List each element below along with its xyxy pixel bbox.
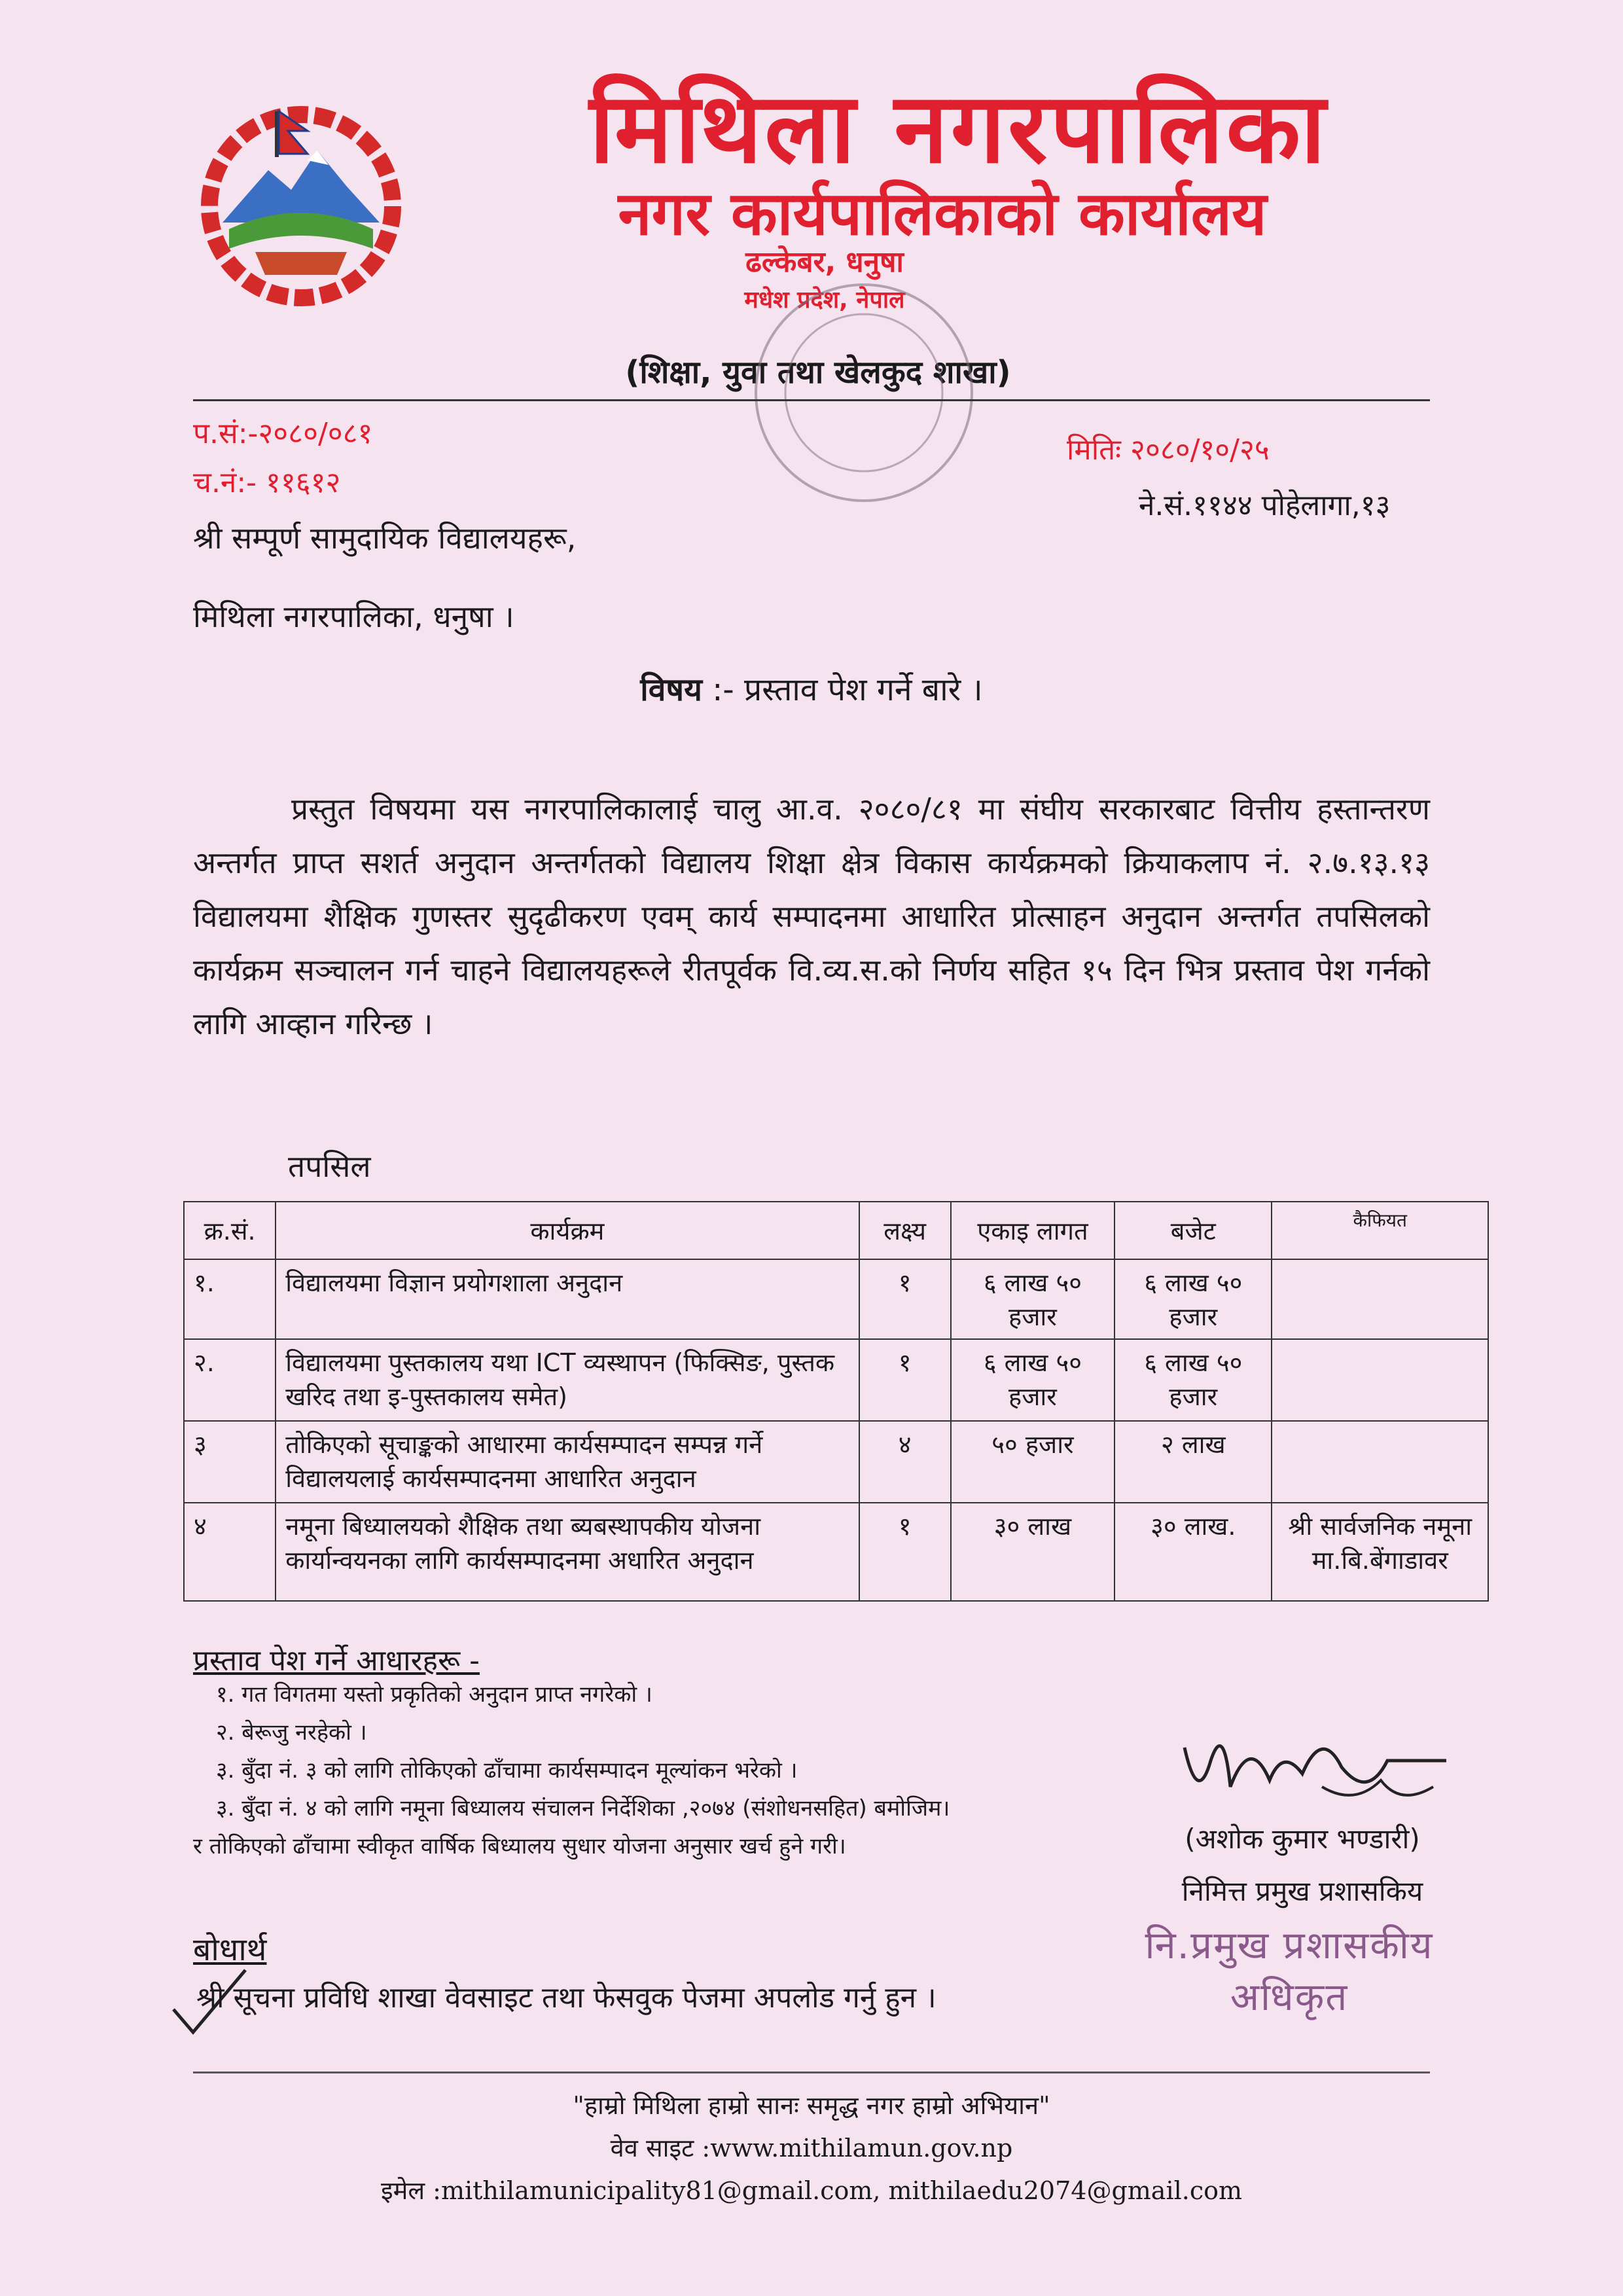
cell-remark — [1272, 1259, 1488, 1339]
addressee-line1: श्री सम्पूर्ण सामुदायिक विद्यालयहरू, — [193, 520, 577, 556]
program-table — [183, 1201, 1489, 1602]
cell-program: नमूना बिध्यालयको शैक्षिक तथा ब्यबस्थापकीय योजना कार्यान्वयनका लागि कार्यसम्पादनमा अधारित अनुदान — [276, 1503, 859, 1601]
footer-divider — [193, 2072, 1430, 2073]
subject-text: :- प्रस्ताव पेश गर्ने बारे । — [712, 672, 983, 708]
municipality-title: मिथिला नगरपालिका — [589, 72, 1329, 185]
cell-program: विद्यालयमा पुस्तकालय यथा ICT व्यस्थापन (फिक्सिङ, पुस्तक खरिद तथा इ-पुस्तकालय समेत) — [276, 1339, 859, 1421]
cell-unit-cost: ३० लाख — [951, 1503, 1115, 1601]
subject-line — [0, 668, 1623, 710]
nepal-emblem-icon — [177, 98, 425, 308]
footer-website: वेव साइट :www.mithilamun.gov.np — [610, 2134, 1013, 2162]
cell-sn: ३ — [184, 1421, 276, 1503]
col-header-budget: बजेट — [1115, 1202, 1272, 1259]
cell-target: १ — [859, 1339, 951, 1421]
letter-date: मितिः २०८०/१०/२५ — [1067, 433, 1270, 467]
list-item: ३. बुँदा नं. ४ को लागि नमूना बिध्यालय संचालन निर्देशिका ,२०७४ (संशोधनसहित) बमोजिम। — [216, 1795, 950, 1821]
header-divider — [193, 399, 1430, 401]
list-item: २. बेरूजु नरहेको । — [216, 1719, 367, 1746]
cell-target: १ — [859, 1503, 951, 1601]
cell-remark: श्री सार्वजनिक नमूना मा.बि.बेंगाडावर — [1272, 1503, 1488, 1601]
signature-icon — [1171, 1708, 1459, 1826]
office-seal-icon — [746, 275, 982, 511]
col-header-program: कार्यक्रम — [276, 1202, 859, 1259]
cell-budget: ६ लाख ५० हजार — [1115, 1259, 1272, 1339]
address-line2: मधेश प्रदेश, नेपाल — [744, 287, 905, 314]
cell-sn: ४ — [184, 1503, 276, 1601]
cell-program: तोकिएको सूचाङ्कको आधारमा कार्यसम्पादन सम्पन्न गर्ने विद्यालयलाई कार्यसम्पादनमा आधारित अनुदान — [276, 1421, 859, 1503]
footer-email: इमेल :mithilamunicipality81@gmail.com, mithilaedu2074@gmail.com — [380, 2176, 1243, 2205]
cell-budget: ६ लाख ५० हजार — [1115, 1339, 1272, 1421]
list-item: १. गत विगतमा यस्तो प्रकृतिको अनुदान प्राप्त नगरेको । — [216, 1681, 652, 1708]
cell-target: ४ — [859, 1421, 951, 1503]
list-item: ३. बुँदा नं. ३ को लागि तोकिएको ढाँचामा कार्यसम्पादन मूल्यांकन भरेको । — [216, 1757, 798, 1784]
cell-remark — [1272, 1339, 1488, 1421]
cell-program: विद्यालयमा विज्ञान प्रयोगशाला अनुदान — [276, 1259, 859, 1339]
table-row — [184, 1503, 1488, 1601]
cell-sn: १. — [184, 1259, 276, 1339]
footer-slogan: "हाम्रो मिथिला हाम्रो सानः समृद्ध नगर हाम्रो अभियान" — [573, 2091, 1050, 2120]
table-header-row — [184, 1202, 1488, 1259]
list-item: र तोकिएको ढाँचामा स्वीकृत वार्षिक बिध्यालय सुधार योजना अनुसार खर्च हुने गरी। — [193, 1833, 846, 1859]
col-header-sn: क्र.सं. — [184, 1202, 276, 1259]
cell-budget: ३० लाख. — [1115, 1503, 1272, 1601]
signatory-name: (अशोक कुमार भण्डारी) — [1185, 1823, 1420, 1855]
col-header-remark: कैफियत — [1272, 1202, 1488, 1259]
cell-unit-cost: ६ लाख ५० हजार — [951, 1339, 1115, 1421]
cell-target: १ — [859, 1259, 951, 1339]
body-paragraph: प्रस्तुत विषयमा यस नगरपालिकालाई चालु आ.व. २०८०/८१ मा संघीय सरकारबाट वित्तीय हस्तान्तरण अन्तर्गत प्राप्त सशर्त अनुदान अन्तर्गतको विद्यालय शिक्षा क्षेत्र विकास कार्यक्रमको क्रियाकलाप नं. २.७.१३.१३ विद्यालयमा शैक्षिक गुणस्तर सुदृढीकरण एवम् कार्य सम्पादनमा आधारित प्रोत्साहन अनुदान अन्तर्गत तपसिलको कार्यक्रम सञ्चालन गर्न चाहने विद्यालयहरूले रीतपूर्वक वि.व्य.स.को निर्णय सहित १५ दिन भित्र प्रस्ताव पेश गर्नको लागि आव्हान गरिन्छ । — [193, 791, 1430, 1041]
basis-heading: प्रस्ताव पेश गर्ने आधारहरू - — [193, 1644, 480, 1677]
nepal-sambat-date: ने.सं.११४४ पोहेलागा,१३ — [1139, 489, 1391, 522]
reference-number: प.सं:-२०८०/०८१ — [193, 417, 373, 450]
cell-remark — [1272, 1421, 1488, 1503]
office-subtitle: नगर कार्यपालिकाको कार्यालय — [618, 179, 1267, 249]
bodharth-text: श्री सूचना प्रविधि शाखा वेवसाइट तथा फेसवुक पेजमा अपलोड गर्नु हुन । — [196, 1981, 936, 2015]
col-header-unit-cost: एकाइ लागत — [951, 1202, 1115, 1259]
addressee-line2: मिथिला नगरपालिका, धनुषा । — [193, 599, 514, 634]
dispatch-number: च.नं:- ११६१२ — [193, 466, 341, 499]
basis-list — [193, 1676, 950, 1865]
table-row — [184, 1339, 1488, 1421]
cell-unit-cost: ५० हजार — [951, 1421, 1115, 1503]
subject-label: विषय — [640, 672, 702, 708]
col-header-target: लक्ष्य — [859, 1202, 951, 1259]
designation-stamp: नि.प्रमुख प्रशासकीय अधिकृत — [1145, 1923, 1434, 2019]
cell-sn: २. — [184, 1339, 276, 1421]
bodharth-heading: बोधार्थ — [193, 1931, 267, 1968]
cell-unit-cost: ६ लाख ५० हजार — [951, 1259, 1115, 1339]
table-row — [184, 1421, 1488, 1503]
tapsil-label: तपसिल — [288, 1149, 371, 1184]
branch-name: (शिक्षा, युवा तथा खेलकुद शाखा) — [625, 354, 1011, 391]
table-row — [184, 1259, 1488, 1339]
signatory-role: निमित्त प्रमुख प्रशासकिय — [1181, 1875, 1423, 1907]
address-line1: ढल्केबर, धनुषा — [745, 245, 904, 279]
cell-budget: २ लाख — [1115, 1421, 1272, 1503]
